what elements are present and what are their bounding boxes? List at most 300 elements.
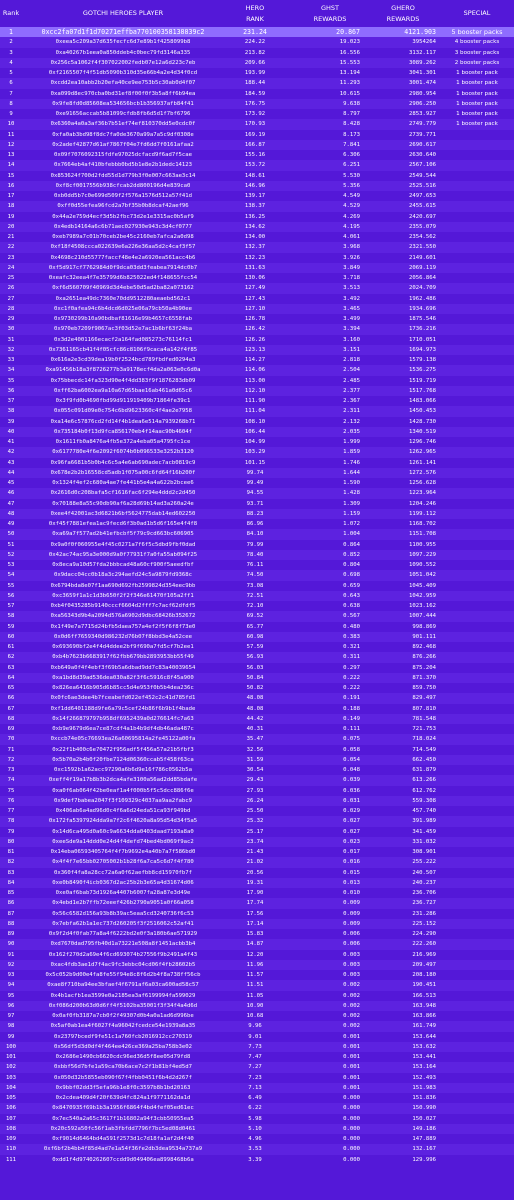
ghero-rewards-cell: 1045.409 — [409, 582, 436, 589]
hero-rank-cell: 50.84 — [246, 674, 264, 681]
ghst-rewards-cell: 9.638 — [343, 100, 360, 107]
rank-cell: 85 — [7, 890, 15, 896]
ghero-rewards-cell: 2024.709 — [409, 285, 436, 292]
player-address: 0x1611fb0a8476a4fb5e372a4eba05a4795fc1ce — [55, 439, 191, 445]
table-row — [0, 683, 514, 693]
special-cell: 4 booster packs — [454, 39, 500, 46]
player-address: 0xa69a7f577ad2b41efbcbf5f79c9cd663bc606905 — [52, 531, 194, 538]
table-row — [0, 714, 514, 724]
ghst-rewards-cell: 0.311 — [343, 654, 360, 661]
hero-rank-cell: 11.96 — [246, 961, 264, 968]
hero-rank-cell: 50.82 — [246, 685, 264, 691]
ghero-rewards-cell: 2321.550 — [409, 244, 436, 251]
special-cell: 1 booster pack — [456, 70, 498, 76]
rank-cell: 1 — [9, 28, 13, 36]
ghst-rewards-cell: 3.849 — [343, 264, 360, 271]
ghst-rewards-cell: 3.151 — [343, 346, 360, 353]
ghero-rewards-cell: 1261.141 — [409, 459, 436, 466]
hero-rank-cell: 188.44 — [244, 80, 266, 87]
player-address: 0x14f266879797b958df6952439a0d276614fc7a63 — [52, 715, 194, 722]
rank-cell: 43 — [7, 459, 15, 466]
player-address: 0xfa0ab3bd98f8dc7fa0de3670a99a7a5c9df0308e — [52, 131, 194, 138]
hero-rank-cell: 56.03 — [246, 664, 264, 671]
special-cell: 5 booster packs — [451, 28, 503, 36]
hero-rank-cell: 10.68 — [246, 1013, 264, 1019]
hero-rank-cell: 86.96 — [246, 521, 264, 527]
rank-cell: 35 — [7, 377, 15, 384]
ghero-rewards-cell: 1736.216 — [409, 326, 436, 333]
header-special: SPECIAL — [463, 9, 491, 17]
player-address: 0xcc2fa07d1f1d70271effba770100358138839c2 — [41, 28, 205, 36]
table-row — [0, 335, 514, 345]
hero-rank-cell: 126.26 — [244, 336, 266, 343]
ghero-rewards-cell: 3954264 — [412, 39, 436, 46]
rank-cell: 111 — [5, 1156, 17, 1163]
ghero-rewards-cell: 1262.965 — [409, 449, 436, 456]
player-address: 0x406ab6a4ad96d0c4f6a6d24eda51ca93f949bd — [55, 808, 191, 814]
rank-cell: 21 — [7, 234, 15, 240]
hero-rank-cell: 184.59 — [244, 90, 266, 97]
table-row — [0, 273, 514, 283]
ghero-rewards-cell: 132.167 — [412, 1146, 436, 1153]
player-address: 0x4698c210d55777faccf48e4e2a6920ea561acc4b6 — [50, 254, 196, 261]
ghst-rewards-cell: 0.017 — [343, 849, 360, 855]
hero-rank-cell: 7.23 — [248, 1074, 262, 1081]
hero-rank-cell: 27.93 — [246, 787, 264, 794]
ghero-rewards-cell: 559.308 — [412, 797, 436, 804]
rank-cell: 34 — [7, 367, 15, 374]
table-row — [0, 468, 514, 478]
rank-cell: 58 — [7, 613, 15, 620]
ghst-rewards-cell: 1.309 — [343, 500, 360, 507]
hero-rank-cell: 12.20 — [246, 951, 264, 958]
ghero-rewards-cell: 2906.250 — [409, 100, 436, 107]
ghero-rewards-cell: 781.548 — [412, 715, 436, 722]
ghst-rewards-cell: 4.195 — [343, 223, 360, 230]
ghst-rewards-cell: 10.615 — [339, 90, 360, 97]
ghero-rewards-cell: 2354.562 — [409, 234, 436, 240]
rank-cell: 68 — [7, 715, 15, 722]
ghst-rewards-cell: 2.035 — [343, 428, 360, 435]
rank-cell: 44 — [7, 469, 15, 476]
player-address: 0xcdd2ea10abb2b20efa40ce9ee753b5c30ab0d4f07 — [50, 80, 196, 87]
ghero-rewards-cell: 714.549 — [412, 746, 436, 753]
player-address: 0x9bbf02dd3f5efa96b1e8f0c3597b8b1bd20163 — [55, 1084, 191, 1091]
rank-cell: 32 — [7, 346, 15, 353]
rank-cell: 65 — [7, 685, 15, 691]
ghst-rewards-cell: 0.054 — [343, 756, 360, 763]
ghero-rewards-cell: 1223.964 — [409, 490, 436, 497]
ghst-rewards-cell: 0.001 — [343, 1074, 360, 1081]
hero-rank-cell: 21.02 — [246, 859, 264, 866]
rank-cell: 15 — [7, 172, 15, 179]
ghero-rewards-cell: 151.983 — [412, 1084, 436, 1091]
hero-rank-cell: 17.90 — [246, 890, 264, 896]
player-address: 0x0fc6ae3dee4b7fceabefd022ef452c2c41d785fd1 — [50, 695, 196, 702]
ghst-rewards-cell: 4.061 — [343, 234, 360, 240]
table-row — [0, 304, 514, 314]
rank-cell: 93 — [7, 972, 15, 978]
player-address: 0x70188e8a55c90db90af6a28d69b14ad3a260a24e — [52, 500, 194, 507]
rank-cell: 95 — [7, 992, 15, 999]
hero-rank-cell: 139.17 — [244, 193, 266, 199]
player-address: 0x9a0f0f060955e4f45c0271a7f6f5c5dbd9fbf0dad — [50, 541, 196, 548]
ghst-rewards-cell: 1.859 — [343, 449, 360, 456]
ghst-rewards-cell: 0.659 — [343, 582, 360, 589]
hero-rank-cell: 11.51 — [246, 982, 264, 989]
ghero-rewards-cell: 161.749 — [412, 1023, 436, 1030]
hero-rank-cell: 224.22 — [244, 39, 266, 46]
player-address: 0x735184b0f13d9fca856170eb4f14aac90b4604f — [53, 428, 193, 435]
rank-cell: 36 — [7, 387, 15, 394]
ghst-rewards-cell: 0.149 — [343, 715, 360, 722]
rank-cell: 79 — [7, 828, 15, 835]
hero-rank-cell: 136.25 — [244, 213, 266, 220]
hero-rank-cell: 126.42 — [244, 326, 266, 333]
player-address: 0x2cdea409d4f20f639d4fc824a1f9771162da1d — [55, 1095, 191, 1101]
hero-rank-cell: 7.27 — [248, 1064, 262, 1071]
table-row — [0, 488, 514, 498]
player-address: 0x7ec540a2a65c3617f1b16802a94f3cbb50955ea5 — [52, 1115, 194, 1122]
table-row — [0, 119, 514, 129]
player-address: 0xc1f0afea94c6b4dcd6d025e06a79cb50a4b90ee — [53, 305, 193, 312]
ghero-rewards-cell: 1090.552 — [409, 562, 436, 568]
rank-cell: 70 — [7, 736, 15, 743]
player-address: 0x6177780e4f6e2092f6074b0b096533e3252b3120 — [52, 449, 194, 456]
rank-cell: 49 — [7, 521, 15, 527]
ghst-rewards-cell: 0.297 — [343, 664, 360, 671]
hero-rank-cell: 123.13 — [244, 346, 266, 353]
ghst-rewards-cell: 4.529 — [343, 203, 360, 210]
player-address: 0x2adef42877d61af7867f04e7fd6dd7f0161afaa2 — [52, 141, 194, 148]
table-row — [0, 140, 514, 150]
ghst-rewards-cell: 0.002 — [343, 992, 360, 999]
ghero-rewards-cell: 391.989 — [412, 818, 436, 825]
rank-cell: 76 — [7, 797, 15, 804]
player-address: 0xa56343d9b4a2094d576a6902d9dbc68426b352672 — [50, 613, 196, 620]
ghero-rewards-cell: 1934.696 — [409, 305, 436, 312]
table-row — [0, 745, 514, 755]
player-address: 0x853624f700d2fdd55d1d779b3f0e007c663ae3c14 — [50, 172, 196, 179]
hero-rank-cell: 57.59 — [246, 644, 264, 650]
player-address: 0xf086d200b63d0d6ff4f5102ba35001f3f34f4a4d6d — [48, 1002, 198, 1009]
table-row — [0, 540, 514, 550]
player-address: 0xa91456b18a3f8726277b3a9178ecf4da2a063e0c6d0a — [45, 367, 201, 374]
ghst-rewards-cell: 0.567 — [343, 613, 360, 620]
table-row — [0, 519, 514, 529]
player-address: 0x14d6ca495d0a60c9a6634dda0403daad7193a8a0 — [52, 828, 194, 835]
ghst-rewards-cell: 3.499 — [343, 316, 360, 322]
table-row — [0, 909, 514, 919]
hero-rank-cell: 44.42 — [246, 715, 264, 722]
hero-rank-cell: 134.62 — [244, 223, 266, 230]
rank-cell: 108 — [5, 1125, 17, 1132]
player-address: 0x75bbecdc14fa323d90e4f4dd383f9f1876283db09 — [50, 377, 196, 384]
ghero-rewards-cell: 341.459 — [412, 828, 436, 835]
ghero-rewards-cell: 1272.576 — [409, 469, 436, 476]
ghero-rewards-cell: 718.024 — [412, 736, 436, 743]
special-cell: 3 booster packs — [454, 49, 500, 56]
player-address: 0x14eba06593405764f4f7b9692e4a40b7a7f586bd0 — [50, 849, 196, 855]
hero-rank-cell: 11.57 — [246, 972, 264, 978]
ghst-rewards-cell: 1.746 — [343, 459, 360, 466]
rank-cell: 69 — [7, 726, 15, 732]
table-row — [0, 345, 514, 355]
hero-rank-cell: 108.10 — [244, 418, 266, 425]
table-row — [0, 581, 514, 591]
hero-rank-cell: 72.10 — [246, 603, 264, 609]
player-address: 0xf5d917cf7762984d0f9dca03dd3feabea7914dc0b7 — [48, 264, 198, 271]
special-cell: 1 booster pack — [456, 111, 498, 117]
rank-cell: 13 — [7, 152, 15, 158]
ghero-rewards-cell: 2420.697 — [409, 213, 436, 220]
ghst-rewards-cell: 0.027 — [343, 828, 360, 835]
hero-rank-cell: 65.77 — [246, 623, 264, 630]
table-row — [0, 950, 514, 960]
rank-cell: 52 — [7, 551, 15, 558]
rank-cell: 64 — [7, 674, 15, 681]
ghero-rewards-cell: 152.493 — [412, 1074, 436, 1081]
player-address: 0x4ebd1e2b7ffb72eeef426b2790a9051a0f66a058 — [52, 900, 194, 907]
table-row — [0, 775, 514, 785]
table-row — [0, 970, 514, 980]
ghst-rewards-cell: 0.222 — [343, 685, 360, 691]
ghero-rewards-cell: 2525.516 — [409, 182, 436, 189]
table-row — [0, 919, 514, 929]
ghst-rewards-cell: 0.016 — [343, 859, 360, 866]
hero-rank-cell: 114.27 — [244, 357, 266, 363]
ghst-rewards-cell: 0.480 — [343, 623, 360, 630]
ghero-rewards-cell: 150.027 — [412, 1115, 436, 1122]
rank-cell: 10 — [7, 121, 15, 128]
player-address: 0x172fa5397924dda9a7f2c6f4620a8a95d54d34f5a5 — [48, 818, 198, 825]
player-address: 0x0d6ff7659340d986232d76b07f8bbd3e4a52cee — [53, 633, 193, 640]
rank-cell: 110 — [5, 1146, 17, 1153]
table-row — [0, 755, 514, 765]
player-address: 0x9f2d4f0fab77a8a4f6222bd2e0f3a180b6ae571929 — [48, 931, 198, 937]
rank-cell: 19 — [7, 213, 15, 220]
rank-cell: 51 — [7, 541, 15, 548]
ghero-rewards-cell: 153.441 — [412, 1054, 436, 1060]
player-address: 0xc3659f1a1c1d3b650f2f2f346e61470f105a2ff1 — [52, 592, 194, 599]
rank-cell: 94 — [7, 982, 15, 989]
hero-rank-cell: 209.66 — [244, 59, 266, 66]
hero-rank-cell: 99.49 — [246, 480, 264, 486]
special-cell: 1 booster pack — [456, 90, 498, 97]
player-address: 0xa0f6ab064f42be0eaf1a4f000b5f5c5dcc886f6e — [52, 787, 194, 794]
player-address: 0x693690bf2e4f4d4ddee2bf9f690a7fd5cf7b2ee1 — [52, 644, 194, 650]
hero-rank-cell: 14.87 — [246, 941, 264, 948]
player-address: 0x6794bda8e07f1aa690d692fb2599824d354eec9bb — [50, 582, 196, 589]
ghst-rewards-cell: 7.841 — [343, 141, 360, 148]
rank-cell: 23 — [7, 254, 15, 261]
table-row — [0, 652, 514, 662]
hero-rank-cell: 25.32 — [246, 818, 264, 825]
table-row — [0, 632, 514, 642]
hero-rank-cell: 7.47 — [248, 1054, 262, 1060]
player-address: 0x5af0ab1ea4f6027f4a96042fcedce54e1939a8a35 — [50, 1023, 196, 1030]
rank-cell: 22 — [7, 244, 15, 251]
rank-cell: 75 — [7, 787, 15, 794]
ghst-rewards-cell: 0.383 — [343, 633, 360, 640]
player-address: 0xb649a0f4f4ebf3f69b5a6dbad9dd7c83a40039654 — [50, 664, 196, 671]
table-row — [0, 37, 514, 47]
ghero-rewards-cell: 875.204 — [412, 664, 436, 671]
ghst-rewards-cell: 0.191 — [343, 695, 360, 702]
hero-rank-cell: 93.71 — [246, 500, 264, 507]
ghst-rewards-cell: 11.293 — [339, 80, 360, 87]
ghero-rewards-cell: 1199.112 — [409, 510, 436, 517]
table-row — [0, 868, 514, 878]
rank-cell: 105 — [5, 1095, 17, 1101]
ghero-rewards-cell: 1875.546 — [409, 316, 436, 322]
table-row — [0, 171, 514, 181]
ghst-rewards-cell: 0.321 — [343, 644, 360, 650]
table-row — [0, 1083, 514, 1093]
ghst-rewards-cell: 0.001 — [343, 1043, 360, 1050]
table-row — [0, 263, 514, 273]
rank-cell: 8 — [9, 100, 13, 107]
rank-cell: 30 — [7, 326, 15, 333]
table-row — [0, 570, 514, 580]
table-row — [0, 1144, 514, 1154]
hero-rank-cell: 88.23 — [246, 510, 264, 517]
hero-rank-cell: 112.10 — [244, 387, 266, 394]
table-row — [0, 816, 514, 826]
rank-cell: 33 — [7, 357, 15, 363]
player-address: 0xeff4f19a17b8b3b2dca4afe3100a56ad2dd85bdafe — [48, 777, 198, 784]
table-row — [0, 406, 514, 416]
hero-rank-cell: 9.96 — [248, 1023, 262, 1030]
ghero-rewards-cell: 871.370 — [412, 674, 436, 681]
table-row — [0, 68, 514, 78]
rank-cell: 40 — [7, 428, 15, 435]
player-address: 0x0af0fb3187a7cb0f2f49307d0b4a0a1ad6d996be — [52, 1013, 194, 1019]
hero-rank-cell: 5.98 — [248, 1115, 262, 1122]
rank-cell: 90 — [7, 941, 15, 948]
rank-cell: 88 — [7, 920, 15, 927]
rank-cell: 7 — [9, 90, 13, 97]
player-address: 0xc1592b1a62acc97290a6b6d9e16f786c0562b5a — [53, 767, 193, 773]
hero-rank-cell: 73.08 — [246, 582, 264, 589]
player-address: 0x1324f4ef2c680a4ae7fe441b5e4a4a622b2bcee6 — [52, 480, 194, 486]
table-row — [0, 827, 514, 837]
ghst-rewards-cell: 0.003 — [343, 972, 360, 978]
ghst-rewards-cell: 0.001 — [343, 1033, 360, 1040]
table-row — [0, 181, 514, 191]
ghero-rewards-cell: 129.996 — [412, 1156, 436, 1163]
ghero-rewards-cell: 612.762 — [412, 787, 436, 794]
table-row — [0, 765, 514, 775]
table-row — [0, 724, 514, 734]
player-address: 0xac4fdb3ae1d7f4ac9fc3ebbc04cd06f4fb28602b5 — [50, 961, 196, 968]
table-row — [0, 509, 514, 519]
player-address: 0x4edb14164a6c6b71aec027930e943c3d4cf0777 — [53, 223, 193, 230]
hero-rank-cell: 56.93 — [246, 654, 264, 661]
hero-rank-cell: 101.15 — [244, 459, 266, 466]
player-address: 0xccb74e05c76693ea26a60695814a2fe45122a00fa — [50, 736, 196, 743]
ghero-rewards-cell: 1340.519 — [409, 428, 436, 435]
ghst-rewards-cell: 8.797 — [343, 111, 360, 117]
table-row — [0, 622, 514, 632]
player-address: 0xe0af6bab73d1926a4407b6007fa28a87e3d49e — [55, 890, 191, 896]
player-address: 0x44a2e759d4ecf3d5b2fbc73d2e1e3315ac0b5af9 — [52, 213, 194, 220]
ghero-rewards-cell: 1097.229 — [409, 551, 436, 558]
player-address: 0xa40267b1eea0a850ddeb4c0bec79fd3146a335 — [55, 49, 191, 56]
player-address: 0x5b70a2b4b0f20fbe7124d06360ccab5f458f63ca — [52, 756, 194, 763]
table-row — [0, 427, 514, 437]
ghst-rewards-cell: 0.002 — [343, 1002, 360, 1009]
ghst-rewards-cell: 13.194 — [339, 70, 360, 76]
table-row — [0, 1001, 514, 1011]
ghero-rewards-cell: 153.644 — [412, 1033, 436, 1040]
table-row — [0, 806, 514, 816]
table-row — [0, 1021, 514, 1031]
table-row — [0, 878, 514, 888]
hero-rank-cell: 32.56 — [246, 746, 264, 753]
hero-rank-cell: 6.22 — [248, 1105, 262, 1112]
ghst-rewards-cell: 0.643 — [343, 592, 360, 599]
ghst-rewards-cell: 0.001 — [343, 1054, 360, 1060]
ghst-rewards-cell: 3.394 — [343, 326, 360, 333]
hero-rank-cell: 15.83 — [246, 931, 264, 937]
table-row — [0, 734, 514, 744]
ghero-rewards-cell: 807.810 — [412, 705, 436, 712]
ghero-rewards-cell: 209.497 — [412, 961, 436, 968]
ghero-rewards-cell: 1536.275 — [409, 367, 436, 374]
rank-cell: 27 — [7, 295, 15, 302]
player-address: 0x162f270d2a69e4f6cd693074b27556f9b2491a4f43 — [48, 951, 198, 958]
rank-cell: 87 — [7, 910, 15, 917]
ghst-rewards-cell: 0.188 — [343, 705, 360, 712]
table-row — [0, 1155, 514, 1165]
rank-cell: 84 — [7, 879, 15, 886]
rank-cell: 31 — [7, 336, 15, 343]
rank-cell: 104 — [5, 1084, 17, 1091]
ghero-rewards-cell: 3001.474 — [409, 80, 436, 87]
player-address: 0xff62ba6002ea9a10a67d65bae16ab461a0d65c6 — [53, 387, 193, 394]
header-hero-rank: HERO RANK — [245, 3, 265, 23]
ghst-rewards-cell: 0.000 — [343, 1105, 360, 1112]
rank-cell: 67 — [7, 705, 15, 712]
ghero-rewards-cell: 1007.444 — [409, 613, 436, 620]
player-address: 0xf18f4508ccca022639e6a226e36aa5d2c4caf3f57 — [50, 244, 196, 251]
ghero-rewards-cell: 166.513 — [412, 992, 436, 999]
hero-rank-cell: 7.73 — [248, 1043, 262, 1050]
player-address: 0x9def7babea2047f3f109329c4037aa9aa2fabc9 — [53, 797, 193, 804]
ghst-rewards-cell: 1.072 — [343, 521, 360, 527]
player-address: 0xbbf56d7bfe1a59ca70b6ace7c2f1b81bf4ed5d7 — [53, 1064, 193, 1071]
ghst-rewards-cell: 1.159 — [343, 510, 360, 517]
hero-rank-cell: 146.96 — [244, 182, 266, 189]
ghero-rewards-cell: 1051.042 — [409, 572, 436, 579]
player-address: 0xb4b7623b6683917f62fbb679bb2893953bb55f49 — [52, 654, 194, 661]
hero-rank-cell: 213.82 — [244, 49, 266, 56]
ghst-rewards-cell: 0.638 — [343, 603, 360, 609]
rank-cell: 20 — [7, 223, 15, 230]
ghst-rewards-cell: 0.031 — [343, 797, 360, 804]
player-address: 0x678e2b2b16558cd5adb1f075a00c6fd64f16b200f — [50, 469, 196, 476]
rank-cell: 72 — [7, 756, 15, 763]
hero-rank-cell: 84.10 — [246, 531, 264, 538]
hero-rank-cell: 94.55 — [246, 490, 264, 497]
rank-cell: 50 — [7, 531, 15, 538]
ghst-rewards-cell: 0.001 — [343, 1084, 360, 1091]
player-address: 0x050d32b5855eb090f67f4fbb0451f6b4d2d267f — [53, 1074, 193, 1081]
ghero-rewards-cell: 1519.719 — [409, 377, 436, 384]
table-row — [0, 355, 514, 365]
table-row — [0, 673, 514, 683]
